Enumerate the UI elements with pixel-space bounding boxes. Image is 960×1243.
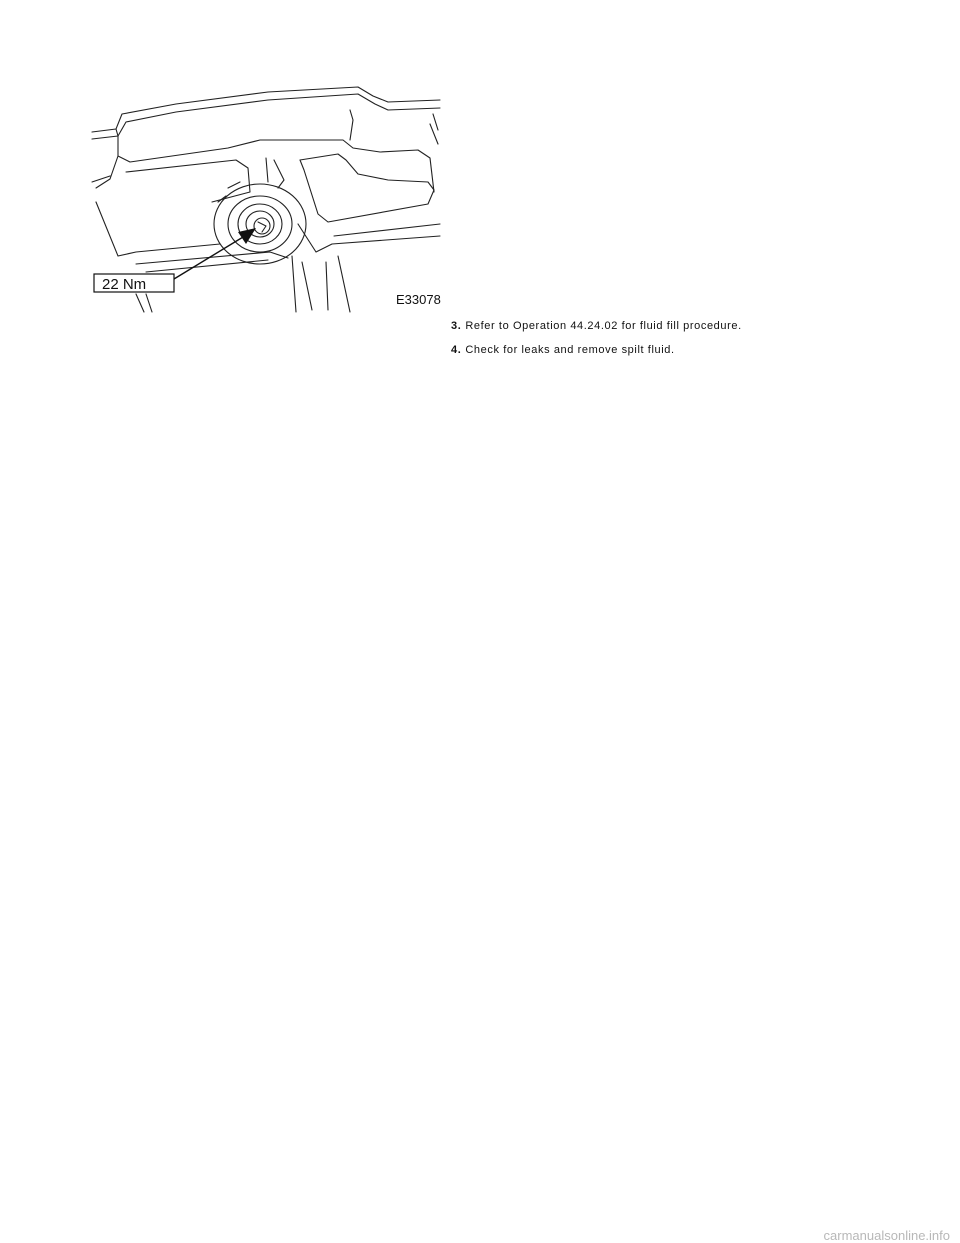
site-watermark: carmanualsonline.info [823,1228,950,1243]
step-item [451,320,742,332]
step-number: 3. [451,320,462,332]
step-number: 4. [451,344,462,356]
step-item [451,344,675,356]
torque-label: 22 Nm [102,276,147,293]
footer-bar [0,1228,960,1242]
leader-arrow [174,228,256,279]
figure-code: E33078 [396,292,441,307]
step-text: Refer to Operation 44.24.02 for fluid fill procedure. [465,320,742,332]
drain-plug-illustration [88,84,450,316]
step-text: Check for leaks and remove spilt fluid. [465,344,675,356]
torque-callout [94,274,174,293]
